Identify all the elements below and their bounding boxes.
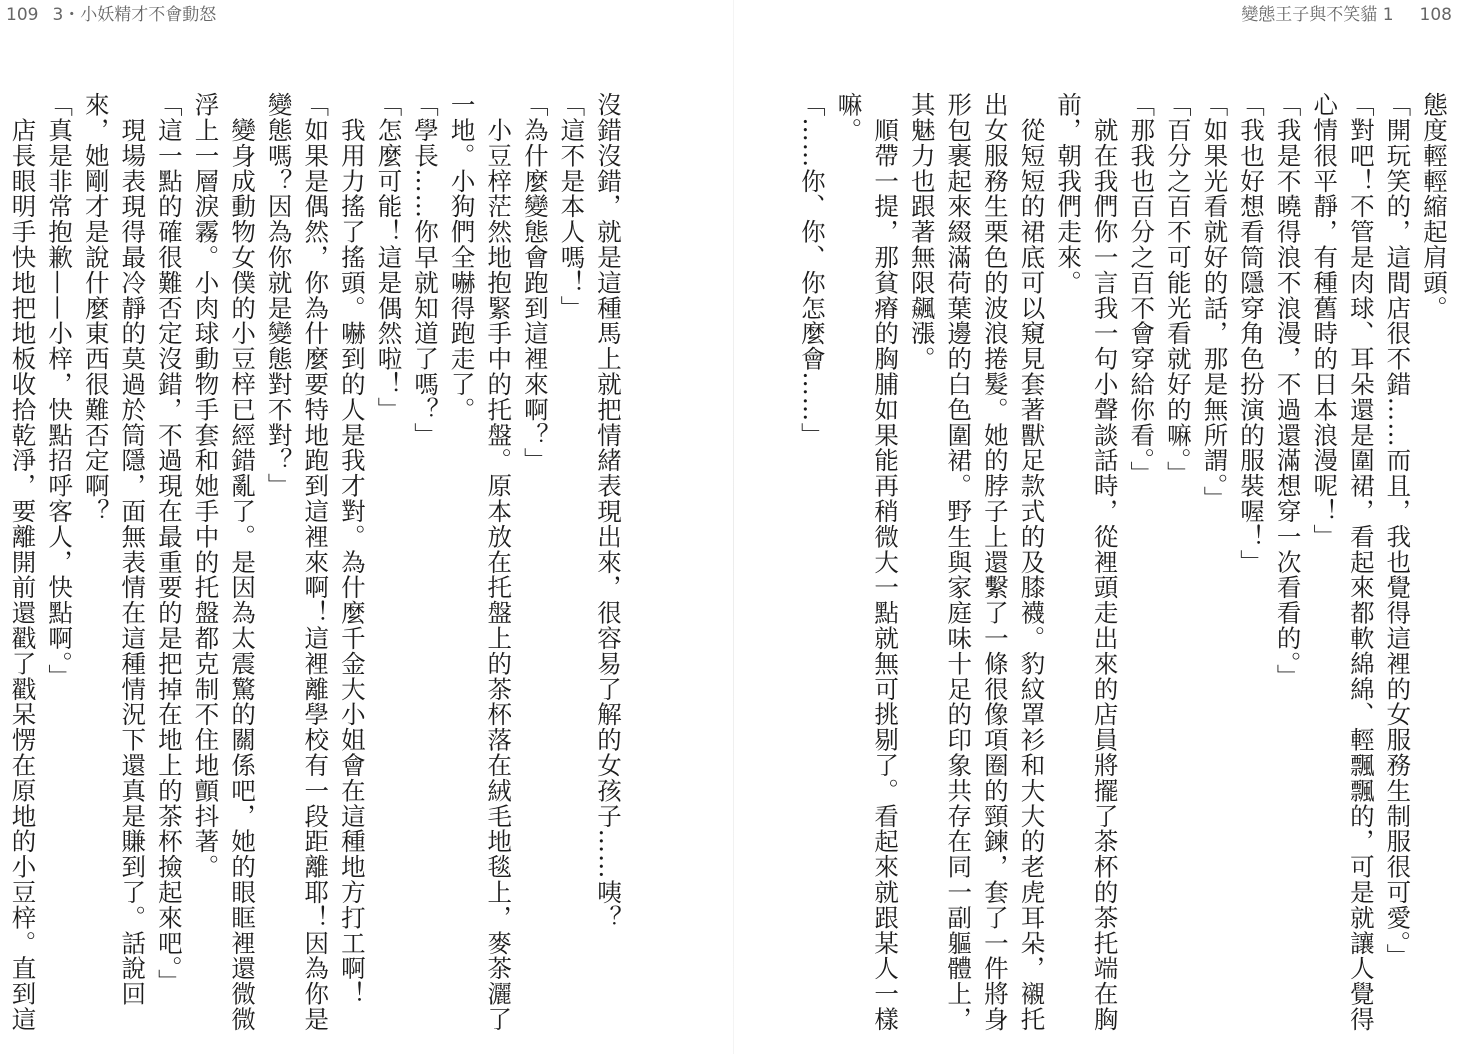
paragraph: 「開玩笑的，這間店很不錯……而且，我也覺得這裡的女服務生制服很可愛。」 bbox=[1383, 92, 1413, 969]
paragraph: 態度輕輕縮起肩頭。 bbox=[1420, 92, 1449, 321]
paragraph: 「……你、你、你怎麼會……」 bbox=[797, 92, 827, 448]
paragraph: 「我是不曉得浪不浪漫，不過還滿想穿一次看看的。」 bbox=[1273, 92, 1303, 690]
left-page-header bbox=[6, 0, 216, 30]
paragraph: 「為什麼變態會跑到這裡來啊？」 bbox=[520, 92, 550, 473]
paragraph: 順帶一提，那貧瘠的胸脯如果能再稍微大一點就無可挑剔了。看起來就跟某人一樣嘛。 bbox=[834, 92, 901, 1032]
right-page-header bbox=[1241, 0, 1452, 30]
paragraph: 小豆梓茫然地抱緊手中的托盤。原本放在托盤上的茶杯落在絨毛地毯上，麥茶灑了一地。小狗們全嚇得跑走了。 bbox=[447, 92, 514, 1032]
paragraph: 「百分之百不可能光看就好的嘛。」 bbox=[1163, 92, 1193, 487]
paragraph: 「這一點的確很難否定沒錯，不過現在最重要的是把掉在地上的茶杯撿起來吧。」 bbox=[154, 92, 184, 995]
left-page-body bbox=[0, 92, 626, 1054]
paragraph: 「如果是偶然，你為什麼要特地跑到這裡來啊！這裡離學校有一段距離耶！因為你是變態嗎？因為你就是變態對不對？」 bbox=[264, 92, 331, 1032]
page-spine bbox=[733, 0, 734, 1054]
left-page-number: 109 bbox=[6, 5, 39, 25]
paragraph: 就在我們你一言我一句小聲談話時，從裡頭走出來的店員將擺了茶杯的茶托端在胸前，朝我們走來。 bbox=[1054, 92, 1120, 1032]
paragraph: 「如果光看就好的話，那是無所謂。」 bbox=[1200, 92, 1230, 512]
right-page-number: 108 bbox=[1419, 5, 1452, 25]
paragraph: 「我也好想看筒隱穿角色扮演的服裝喔！」 bbox=[1237, 92, 1267, 575]
paragraph: 變身成動物女僕的小豆梓已經錯亂了。是因為太震驚的關係吧，她的眼眶裡還微微浮上一層淚霧。小肉球動物手套和她手中的托盤都克制不住地顫抖著。 bbox=[191, 92, 258, 1032]
paragraph: 「學長……你早就知道了嗎？」 bbox=[411, 92, 441, 448]
right-page-body bbox=[736, 92, 1452, 1054]
paragraph: 「怎麼可能！這是偶然啦！」 bbox=[374, 92, 404, 423]
paragraph: 現場表現得最冷靜的莫過於筒隱，面無表情在這種情況下還真是賺到了。話說回來，她剛才是說什麼東西很難否定啊？ bbox=[81, 92, 148, 1007]
paragraph: 從短短的裙底可以窺見套著獸足款式的及膝襪。豹紋罩衫和大大的老虎耳朵，襯托出女服務生栗色的波浪捲髮。她的脖子上還繫了一條很像項圈的頸鍊，套了一件將身形包裹起來綴滿荷葉邊的白色圍裙。野生與家庭味十足的印象共存在同一副軀體上，其魅力也跟著無限飆漲。 bbox=[907, 92, 1047, 1032]
paragraph: 「真是非常抱歉——小梓，快點招呼客人，快點啊。」 bbox=[45, 92, 75, 690]
paragraph: 「對吧！不管是肉球、耳朵還是圍裙，看起來都軟綿綿、輕飄飄的，可是就讓人覺得心情很平靜，有種舊時的日本浪漫呢！」 bbox=[1310, 92, 1376, 1032]
book-title: 變態王子與不笑貓 1 bbox=[1241, 5, 1394, 25]
chapter-title: 3・小妖精才不會動怒 bbox=[52, 5, 217, 25]
paragraph: 「這不是本人嗎！」 bbox=[557, 92, 587, 321]
paragraph: 「那我也百分之百不會穿給你看。」 bbox=[1127, 92, 1157, 487]
paragraph: 沒錯沒錯，就是這種馬上就把情緒表現出來，很容易了解的女孩子……咦？ bbox=[594, 92, 623, 931]
paragraph: 我用力搖了搖頭。嚇到的人是我才對。為什麼千金大小姐會在這種地方打工啊！ bbox=[337, 92, 367, 1007]
paragraph: 店長眼明手快地把地板收拾乾淨，要離開前還戳了戳呆愣在原地的小豆梓。直到這 bbox=[8, 117, 38, 1032]
